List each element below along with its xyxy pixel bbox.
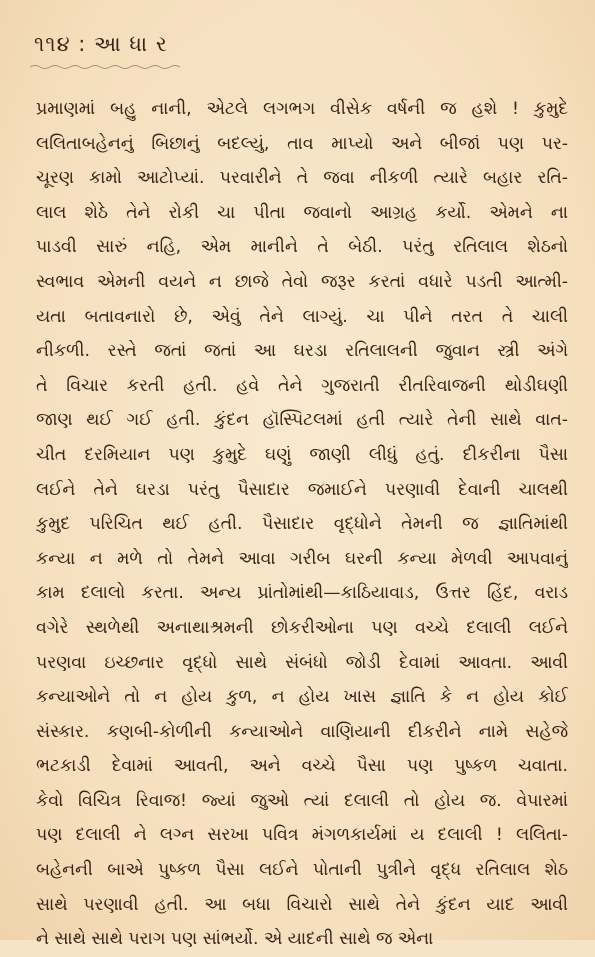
- text-line: ચૂરણ કામો આટોપ્યાં. પરવારીને તે જવા નીકળી ત્યારે બહાર રતિ-: [36, 168, 568, 189]
- text-line: લાલ શેઠે તેને રોકી ચા પીતા જવાનો આગ્રહ કર્યો. એમને ના: [36, 202, 568, 223]
- text-line: કુમુદ પરિચિત થઈ હતી. પૈસાદાર વૃદ્ધોને તેમની જ જ્ઞાતિમાંથી: [36, 514, 568, 535]
- running-head: ૧૧૪ : આ ધા ર: [34, 32, 168, 56]
- text-line: સ્વભાવ એમની વયને ન છાજે તેવો જરૂર કરતાં વધારે પડતી આત્મી-: [36, 271, 568, 292]
- text-line: કન્યાઓને તો ન હોય કુળ, ન હોય ખાસ જ્ઞાતિ કે ન હોય કોઈ: [36, 687, 568, 708]
- text-line: વગેરે સ્થળેથી અનાથાશ્રમની છોકરીઓના પણ વચ્ચે દલાલી લઈને: [36, 617, 568, 638]
- text-line: તે વિચાર કરતી હતી. હવે તેને ગુજરાતી રીતરિવાજની થોડીઘણી: [36, 375, 568, 396]
- text-line: સંસ્કાર. કણબી-કોળીની કન્યાઓને વાણિયાની દીકરીને નામે સહેજે: [36, 721, 568, 742]
- text-line: પ્રમાણમાં બહુ નાની, એટલે લગભગ વીસેક વર્ષની જ હશે ! કુમુદે: [36, 99, 568, 119]
- text-line: ચીત દરમિયાન પણ કુમુદે ઘણું જાણી લીધું હતું. દીકરીના પૈસા: [36, 444, 568, 465]
- text-line: પરણવા ઇચ્છનાર વૃદ્ધો સાથે સંબંધો જોડી દેવામાં આવતા. આવી: [36, 652, 568, 673]
- text-line: યતા બતાવનારો છે, એવું તેને લાગ્યું. ચા પીને તરત તે ચાલી: [36, 306, 568, 327]
- text-line: સાથે પરણાવી હતી. આ બધા વિચારો સાથે તેને કુંદન યાદ આવી: [36, 894, 568, 915]
- text-line: પણ દલાલી ને લગ્ન સરખા પવિત્ર મંગળકાર્યમાં ય દલાલી ! લલિતા-: [36, 825, 568, 846]
- decorative-underline: [30, 64, 180, 70]
- text-line: ને સાથે સાથે પરાગ પણ સાંભર્યો. એ યાદની સાથે જ એના: [36, 929, 434, 950]
- text-line: પાડવી સારું નહિ, એમ માનીને તે બેઠી. પરંતુ રતિલાલ શેઠનો: [36, 237, 568, 258]
- text-line: નીકળી. રસ્તે જતાં જતાં આ ઘરડા રતિલાલની જુવાન સ્ત્રી અંગે: [36, 341, 568, 362]
- text-line: લઈને તેને ઘરડા પરંતુ પૈસાદાર જમાઈને પરણાવી દેવાની ચાલથી: [36, 479, 568, 500]
- text-line: કેવો વિચિત્ર રિવાજ! જ્યાં જુઓ ત્યાં દલાલી તો હોય જ. વેપારમાં: [36, 790, 568, 811]
- text-line: જાણ થઈ ગઈ હતી. કુંદન હૉસ્પિટલમાં હતી ત્યારે તેની સાથે વાત-: [36, 410, 568, 431]
- text-line: ભટકાડી દેવામાં આવતી, અને વચ્ચે પૈસા પણ પુષ્કળ ચવાતા.: [36, 756, 568, 777]
- page-body-text: [36, 92, 568, 957]
- text-line: કામ દલાલો કરતા. અન્ય પ્રાંતોમાંથી—કાઠિયાવાડ, ઉત્તર હિંદ, વરાડ: [36, 583, 568, 604]
- text-line: લલિતાબહેનનું બિછાનું બદલ્યું, તાવ માપ્યો અને બીજાં પણ પર-: [36, 133, 568, 154]
- text-line: બહેનની બાએ પુષ્કળ પૈસા લઈને પોતાની પુત્રીને વૃદ્ધ રતિલાલ શેઠ: [36, 860, 568, 881]
- text-line: કન્યા ન મળે તો તેમને આવા ગરીબ ઘરની કન્યા મેળવી આપવાનું: [36, 548, 568, 569]
